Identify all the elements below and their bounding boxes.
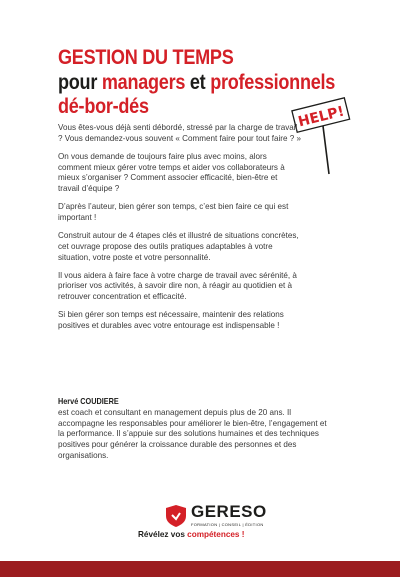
author-section bbox=[58, 397, 328, 462]
paragraph: Il vous aidera à faire face à votre charge de travail avec sérénité, à prioriser vos activités, à savoir dire non, à réagir au quotidien et à retrouver concentration et efficacité. bbox=[58, 270, 297, 302]
author-bio: est coach et consultant en management depuis plus de 20 ans. Il accompagne les responsables pour améliorer le bien-être, l’engagement et la performance. Il s’appuie sur des solutions humaines et des techniques positives pour générer la croissance durable des personnes et des organisations. bbox=[58, 407, 327, 460]
paragraph: D’après l’auteur, bien gérer son temps, c’est bien faire ce qui est important ! bbox=[58, 202, 289, 222]
title-line-2 bbox=[58, 70, 336, 95]
title-professionnels: professionnels bbox=[210, 71, 336, 94]
book-title bbox=[58, 46, 336, 119]
bottom-color-bar bbox=[0, 561, 400, 577]
title-pour: pour bbox=[58, 71, 102, 94]
paragraph: Vous êtes-vous déjà senti débordé, stressé par la charge de travail ? Vous demandez-vous souvent « Comment faire pour tout faire ? » bbox=[58, 123, 301, 143]
publisher-name: GERESO bbox=[191, 502, 267, 521]
paragraph: Si bien gérer son temps est nécessaire, maintenir des relations positives et durables avec votre entourage est indispensable ! bbox=[58, 310, 284, 330]
title-et: et bbox=[185, 71, 211, 94]
title-line-3: dé-bor-dés bbox=[58, 95, 149, 118]
description-text bbox=[58, 123, 301, 339]
paragraph: Construit autour de 4 étapes clés et illustré de situations concrètes, cet ouvrage propose des outils pratiques adaptables à votre situation, votre poste et votre personnalité. bbox=[58, 230, 299, 262]
shield-icon bbox=[166, 505, 186, 527]
slogan-highlight: compétences ! bbox=[187, 530, 245, 539]
title-line-1: GESTION DU TEMPS bbox=[58, 46, 234, 69]
slogan-start: Révélez vos bbox=[138, 530, 188, 539]
paragraph: On vous demande de toujours faire plus avec moins, alors comment mieux gérer votre temps et aider vos collaborateurs à mieux s’organiser ? Comment associer efficacité, bien-être et travail d’équipe ? bbox=[58, 151, 285, 194]
publisher-slogan bbox=[138, 530, 298, 539]
publisher-tagline: FORMATION | CONSEIL | ÉDITION bbox=[191, 522, 264, 527]
help-sign-text: HELP! bbox=[296, 103, 346, 131]
title-managers: managers bbox=[101, 71, 186, 94]
author-name: Hervé COUDIERE bbox=[58, 397, 119, 406]
